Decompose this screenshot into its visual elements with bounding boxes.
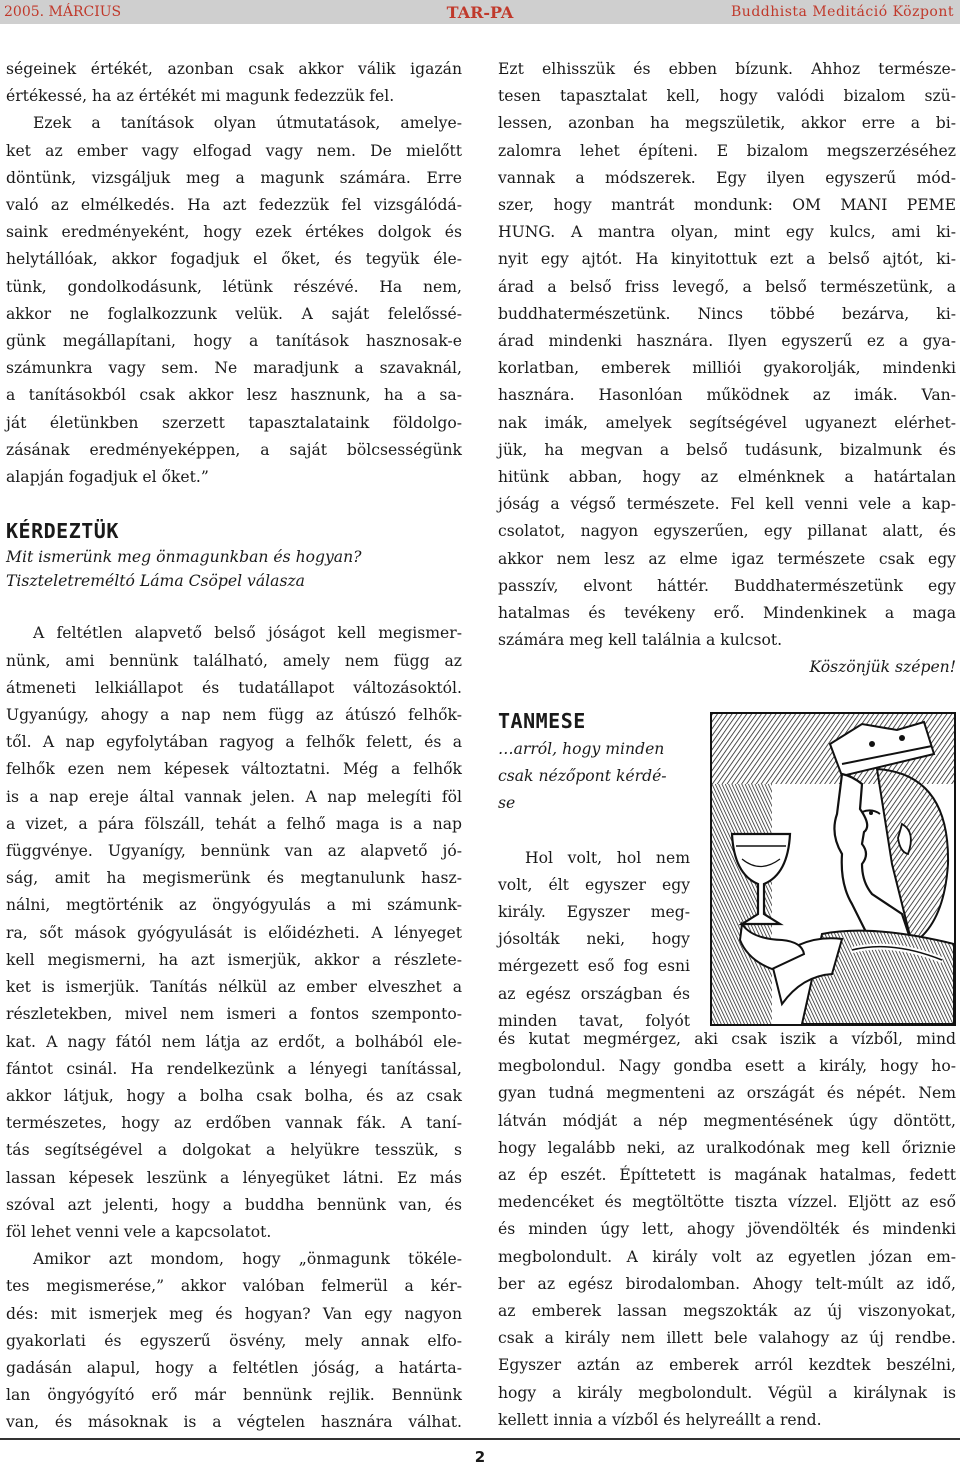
text-line: megbolondul. Nagy gondba esett a király, hogy ho-	[498, 1057, 956, 1076]
king-with-goblet-icon	[712, 714, 954, 1024]
text-line: lassan képesek leszünk a lényegüket látni. Ez más	[6, 1168, 462, 1187]
text-line: és kutat megmérgez, aki csak iszik a vízből, mind	[498, 1030, 956, 1048]
text-line: hitünk abban, hogy az elménknek a határtalan	[498, 468, 956, 487]
text-line: az egész országban és	[498, 984, 690, 1003]
header-title: TAR-PA	[446, 3, 514, 22]
text-line: minden tavat, folyót	[498, 1011, 690, 1030]
text-line: föl lehet venni vele a kapcsolatot.	[6, 1222, 272, 1241]
text-line: kellett innia a vízből és helyreállt a rend.	[498, 1410, 822, 1429]
text-line: árad a belső friss levegő, a belső természetünk, a	[498, 277, 956, 296]
text-line: ket az ember vagy elfogad vagy nem. De mielőtt	[6, 141, 462, 160]
text-line: számunkra vagy sem. Ne maradjunk a szavaknál,	[6, 359, 462, 378]
king-illustration	[710, 712, 956, 1026]
text-line: az ép eszét. Építtetett is magának hatalmas, fedett	[498, 1166, 956, 1185]
tanmese-subtitle-line: se	[498, 794, 516, 813]
text-line: a vizet, a pára fölszáll, tehát a felhő maga is a nap	[6, 814, 462, 833]
text-line: akkor ne foglalkozzunk velük. A saját felelőssé-	[6, 304, 462, 323]
text-line: megbolondult. A király volt az egyetlen józan em-	[498, 1247, 956, 1266]
text-line: Egyszer aztán az emberek arról kezdtek beszélni,	[498, 1356, 956, 1375]
spacer	[6, 491, 462, 518]
text-line: korlatban, emberek milliói gyakorolják, mindenki	[498, 359, 956, 378]
text-line: Ezek a tanítások olyan útmutatások, amelye-	[33, 114, 462, 133]
text-line: szer, hogy mantrát mondunk: OM MANI PEME	[498, 196, 956, 215]
header-date: 2005. MÁRCIUS	[4, 4, 122, 20]
text-line: jük, ha megvan a belső tudásunk, bizalmunk és	[498, 440, 956, 459]
right-column	[498, 56, 956, 682]
text-line: van, és másoknak is a végtelen hasznára válhat.	[6, 1413, 462, 1432]
text-line: kell megismerni, ha azt ismerjük, akkor a részlete-	[6, 950, 462, 969]
text-line: tes megismerése,” akkor valóban felmerül a kér-	[6, 1277, 462, 1296]
text-line: átmeneti lelkiállapot és tudatállapot változásoktól.	[6, 678, 462, 697]
text-line: dés: mit ismerjek meg és hogyan? Van egy nagyon	[6, 1304, 462, 1323]
tanmese-subtitle-line: …arról, hogy minden	[498, 740, 665, 758]
text-line: volt, élt egyszer egy	[498, 875, 690, 894]
text-line: hogy a király megbolondult. Végül a királynak is	[498, 1383, 956, 1402]
text-line: passzív, elvont háttér. Buddhatermészetünk egy	[498, 576, 956, 595]
text-line: nyit egy ajtót. Ha kinyitottuk ezt a belső ajtót, ki-	[498, 250, 956, 269]
text-line: jóság a végső természete. Fel kell venni vele a kap-	[498, 495, 956, 514]
text-line: Hol volt, hol nem	[525, 848, 690, 867]
right-paragraph-1	[498, 56, 956, 654]
text-line: kat. A nagy fától nem látja az erdőt, a bolhából ele-	[6, 1032, 462, 1051]
text-line: zásának eredményeképpen, a saját bölcsességünk	[6, 440, 462, 459]
text-line: gyan tudná megmenteni az országát és népét. Nem	[498, 1084, 956, 1103]
text-line: természetes, hogy az erdőben vannak fák. A taní-	[6, 1114, 462, 1133]
text-line: vannak a módszerek. Egy ilyen egyszerű mód-	[498, 168, 956, 187]
text-line: hatalmas és tevékeny erő. Mindenkinek a maga	[498, 604, 956, 623]
text-line: ság, amit ha megismerünk és megtanulunk hasz-	[6, 869, 462, 888]
text-line: nünk, ami bennünk található, amely nem függ az	[6, 651, 462, 670]
spacer	[6, 593, 462, 620]
text-line: is a nap ereje által vannak jelen. A nap melegíti föl	[6, 787, 462, 806]
text-line: nak imák, amelyek segítségével ugyanezt elérhet-	[498, 413, 956, 432]
left-paragraph-1	[6, 56, 462, 110]
text-line: függvénye. Ugyanígy, bennünk van az alapvető jó-	[6, 842, 462, 861]
spacer	[498, 818, 698, 845]
text-line: mérgezett eső fog esni	[498, 957, 690, 976]
text-line: medencéket és megtöltötte tiszta vízzel. Eljött az eső	[498, 1193, 956, 1212]
text-line: döntünk, vizsgáljuk meg a magunk számára. Erre	[6, 168, 462, 187]
text-line: günk megállapítani, hogy a tanítások hasznosak-e	[6, 332, 462, 351]
text-line: Ezt elhisszük és ebben bízunk. Ahhoz természe-	[498, 60, 956, 78]
text-line: ját életünkben szerzett tapasztalataink földolgo-	[6, 413, 462, 432]
text-line: gadásán alapul, hogy a feltétlen jóság, a határta-	[6, 1358, 462, 1377]
text-line: való az elmélkedés. Ha azt fedezzük fel vizsgálódá-	[6, 196, 462, 215]
text-line: és minden úgy lett, ahogy jövendölték és mindenki	[498, 1220, 956, 1239]
footer-divider	[0, 1438, 960, 1440]
text-line: csak a király nem illett bele valahogy az új rendbe.	[498, 1329, 956, 1348]
tanmese-narrow-paragraph	[498, 845, 690, 1035]
text-line: ra, sőt mások gyógyulását is előidézheti. A lényeget	[6, 923, 462, 942]
left-paragraph-2	[6, 110, 462, 491]
tanmese-subtitle-line: csak nézőpont kérdé-	[498, 767, 667, 786]
text-line: értékessé, ha az értékét mi magunk fedezzük fel.	[6, 87, 395, 106]
text-line: fántot csinál. Ha rendelkezünk a lényegi tanítással,	[6, 1059, 462, 1078]
thanks-line: Köszönjük szépen!	[809, 658, 956, 677]
text-line: részletekben, mivel nem ismeri a fontos szemponto-	[6, 1005, 462, 1024]
tanmese-intro	[498, 706, 698, 1035]
text-line: ségeinek értékét, azonban csak akkor válik igazán	[6, 60, 462, 78]
section-heading-tanmese: TANMESE	[498, 709, 586, 733]
text-line: HUNG. A mantra olyan, mint egy kulcs, ami ki-	[498, 223, 956, 242]
text-line: ber az egész birodalomban. Ahogy telt-múlt az idő,	[498, 1274, 956, 1293]
text-line: helytállóak, akkor fogadjuk el őket, és tegyük éle-	[6, 250, 462, 269]
text-line: az emberek lassan megszokták az új viszonyokat,	[498, 1302, 956, 1321]
tanmese-story	[498, 1026, 956, 1434]
text-line: számára meg kell találnia a kulcsot.	[498, 631, 783, 650]
left-paragraph-3	[6, 620, 462, 1246]
text-line: nálni, megtörténik az öngyógyulás a mi számunk-	[6, 896, 462, 915]
text-line: től. A nap egyfolytában ragyog a felhők felett, és a	[6, 733, 462, 752]
text-line: Ugyanúgy, ahogy a nap nem függ az átúszó felhők-	[6, 706, 462, 725]
text-line: hasznára. Hasonlóan működnek az imák. Van-	[498, 386, 956, 405]
text-line: király. Egyszer meg-	[498, 903, 690, 922]
text-line: tás segítségével a dolgokat a helyükre tesszük, s	[6, 1141, 462, 1160]
text-line: akkor nem lesz az elme igaz természete csak egy	[498, 549, 956, 568]
text-line: saink eredményeként, hogy ezek értékes dolgok és	[6, 223, 462, 242]
text-line: buddhatermészetünk. Nincs többé bezárva, ki-	[498, 304, 956, 323]
text-line: felhők ezen nem képesek változtatni. Még a felhők	[6, 760, 462, 779]
page-number: 2	[474, 1448, 486, 1466]
text-line: tesen tapasztalat kell, hogy valódi bizalom szü-	[498, 87, 956, 106]
text-line: gyakorlati és egyszerű ösvény, mely annak elfo-	[6, 1331, 462, 1350]
text-line: hogy legalább neki, az uralkodónak meg kell őriznie	[498, 1138, 956, 1157]
page-header	[0, 0, 960, 24]
text-line: Amikor azt mondom, hogy „önmagunk tökéle-	[33, 1250, 462, 1269]
text-line: alapján fogadjuk el őket.”	[6, 468, 209, 487]
text-line: szóval azt jelenti, hogy a buddha bennünk van, és	[6, 1195, 462, 1214]
text-line: látván módját a nép megmentésének úgy döntött,	[498, 1111, 956, 1130]
left-column	[6, 56, 462, 1437]
interview-question: Mit ismerünk meg önmagunkban és hogyan?	[6, 548, 362, 567]
text-line: árad mindenki hasznára. Ilyen egyszerű ez a gya-	[498, 332, 956, 351]
answer-attribution: Tiszteletreméltó Láma Csöpel válasza	[6, 572, 305, 591]
text-line: tünk, gondolkodásunk, létünk részévé. Ha nem,	[6, 277, 462, 296]
section-heading-kerdeztuk: KÉRDEZTÜK	[6, 519, 119, 544]
text-line: jósolták neki, hogy	[498, 930, 690, 949]
text-line: akkor látjuk, hogy a bolha csak bolha, és az csak	[6, 1086, 462, 1105]
text-line: csolatot, nagyon egyszerűen, egy pillanat alatt, és	[498, 522, 956, 541]
text-line: A feltétlen alapvető belső jóságot kell megismer-	[33, 624, 462, 643]
text-line: a tanításokból csak akkor lesz hasznunk, ha a sa-	[6, 386, 462, 405]
text-line: zalomra lehet építeni. E bizalom megszerzéséhez	[498, 141, 956, 160]
left-paragraph-4	[6, 1246, 462, 1436]
text-line: lessen, azonban ha megszületik, akkor erre a bi-	[498, 114, 956, 133]
header-organization: Buddhista Meditáció Központ	[731, 4, 954, 20]
text-line: lan öngyógyító erő már bennünk rejlik. Bennünk	[6, 1386, 462, 1405]
text-line: ket is ismerjük. Tanítás nélkül az ember elveszhet a	[6, 978, 462, 997]
